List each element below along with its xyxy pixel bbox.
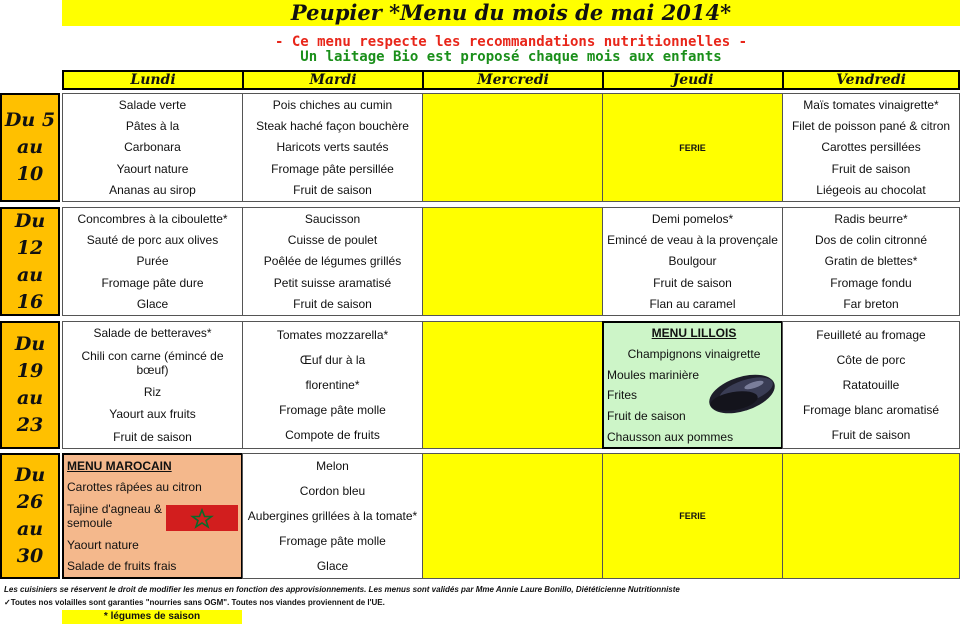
dish: Yaourt aux fruits	[109, 407, 196, 422]
day-thursday: Jeudi	[602, 70, 784, 90]
week-label	[0, 453, 60, 579]
dish: Feuilleté au fromage	[816, 327, 926, 342]
menu-cell-friday	[782, 207, 960, 316]
menu-cell-friday	[782, 321, 960, 449]
dish: Œuf dur à la	[299, 352, 366, 367]
subtitle-recommendations: - Ce menu respecte les recommandations nutritionnelles -	[274, 34, 747, 50]
dish: Gratin de blettes*	[824, 254, 918, 269]
footer-legend: * légumes de saison	[62, 610, 242, 624]
menu-cell-friday	[782, 93, 960, 202]
dish: Fruit de saison	[831, 161, 911, 176]
dish: Pois chiches au cumin	[272, 97, 393, 112]
dish: Salade de betteraves*	[93, 326, 212, 341]
week-row	[0, 453, 960, 579]
mussels-image	[704, 367, 780, 421]
week-label	[0, 93, 60, 202]
week-row	[0, 207, 960, 316]
menu-cell-wednesday	[422, 453, 603, 579]
holiday-label: FERIE	[679, 511, 706, 521]
dish: Emincé de veau à la provençale	[607, 233, 778, 248]
dish: Champignons vinaigrette	[627, 346, 761, 361]
dish: Tomates mozzarella*	[276, 327, 389, 342]
menu-cell-tuesday	[242, 93, 423, 202]
week-row	[0, 321, 960, 449]
dish: Fruit de saison	[831, 428, 911, 443]
day-monday: Lundi	[62, 70, 244, 90]
week-label-end: au 30	[16, 518, 44, 567]
special-menu-title: MENU LILLOIS	[651, 326, 737, 341]
dish: Filet de poisson pané & citron	[791, 119, 951, 134]
menu-cell-wednesday	[422, 321, 603, 449]
dish: Dos de colin citronné	[814, 233, 928, 248]
dish: Sauté de porc aux olives	[86, 233, 219, 248]
day-friday: Vendredi	[782, 70, 960, 90]
subtitle-bio: Un laitage Bio est proposé chaque mois aux enfants	[300, 49, 722, 65]
dish: Fromage blanc aromatisé	[802, 403, 940, 418]
day-wednesday: Mercredi	[422, 70, 604, 90]
menu-cell-tuesday	[242, 453, 423, 579]
dish: Fromage fondu	[830, 275, 912, 290]
dish: Ananas au sirop	[109, 183, 196, 198]
dish: Cordon bleu	[299, 484, 366, 499]
dish: Cuisse de poulet	[287, 233, 378, 248]
holiday-label: FERIE	[679, 142, 706, 153]
page-title: Peupier *Menu du mois de mai 2014*	[62, 0, 960, 26]
dish: Boulgour	[668, 254, 717, 269]
dish: Aubergines grillées à la tomate*	[247, 508, 418, 523]
menu-cell-monday-marocain	[62, 453, 243, 579]
menu-cell-thursday	[602, 453, 783, 579]
dish: Côte de porc	[836, 352, 906, 367]
week-label	[0, 321, 60, 449]
dish: Carottes râpées au citron	[67, 480, 202, 495]
dish: Purée	[136, 254, 169, 269]
dish: Salade de fruits frais	[67, 559, 177, 574]
dish: Salade verte	[118, 97, 187, 112]
week-label-start: Du 19	[14, 333, 46, 382]
week-label-start: Du 12	[14, 209, 46, 259]
dish: Carottes persillées	[821, 140, 921, 155]
dish: Yaourt nature	[116, 161, 189, 176]
dish: Carbonara	[124, 140, 181, 155]
menu-cell-friday	[782, 453, 960, 579]
dish: Steak haché façon bouchère	[256, 119, 409, 134]
dish: Fruit de saison	[293, 183, 372, 198]
dish: Demi pomelos*	[651, 211, 734, 226]
menu-cell-monday	[62, 93, 243, 202]
dish: Fromage pâte molle	[279, 533, 386, 548]
special-menu-title: MENU MAROCAIN	[67, 458, 172, 473]
footer-guarantee: ✓Toutes nos volailles sont garanties "nourries sans OGM". Toutes nos viandes proviennent de l'UE.	[4, 598, 385, 607]
menu-cell-tuesday	[242, 321, 423, 449]
week-label-end: au 23	[16, 387, 44, 436]
dish: Glace	[136, 297, 169, 312]
dish: Fromage pâte persillée	[271, 161, 394, 176]
week-label-end: au 16	[16, 263, 44, 313]
dish: Compote de fruits	[285, 428, 380, 443]
dish: Liégeois au chocolat	[816, 183, 926, 198]
dish: Ratatouille	[842, 377, 900, 392]
dish: Flan au caramel	[649, 297, 736, 312]
dish: Yaourt nature	[67, 537, 139, 552]
dish: Pâtes à la	[125, 119, 180, 134]
menu-cell-wednesday	[422, 207, 603, 316]
menu-cell-thursday	[602, 93, 783, 202]
menu-cell-wednesday	[422, 93, 603, 202]
dish: Glace	[316, 558, 349, 573]
dish: Saucisson	[304, 211, 361, 226]
dish: Fromage pâte dure	[101, 275, 204, 290]
menu-cell-monday	[62, 207, 243, 316]
dish: Riz	[143, 384, 162, 399]
dish: Tajine d'agneau & semoule	[67, 501, 163, 530]
footer-disclaimer: Les cuisiniers se réservent le droit de modifier les menus en fonction des approvisionnements. Les menus sont validés par Mme Annie Laure Bonillo, Diététicienne Nutritionniste	[4, 585, 680, 594]
menu-cell-thursday-lillois	[602, 321, 783, 449]
dish: Moules marinière	[607, 367, 700, 382]
week-row	[0, 93, 960, 202]
dish: Fromage pâte molle	[279, 403, 386, 418]
week-label-start: Du 5	[4, 109, 56, 131]
dish: Frites	[607, 388, 637, 403]
dish: Poêlée de légumes grillés	[263, 254, 402, 269]
dish: Melon	[316, 459, 349, 474]
dish: Fruit de saison	[293, 297, 372, 312]
dish: Fruit de saison	[113, 429, 192, 444]
dish: Chili con carne (émincé de bœuf)	[81, 348, 224, 377]
dish: Fruit de saison	[653, 275, 732, 290]
day-tuesday: Mardi	[242, 70, 424, 90]
menu-cell-thursday	[602, 207, 783, 316]
menu-cell-tuesday	[242, 207, 423, 316]
week-label-start: Du 26	[14, 464, 46, 513]
dish: Maïs tomates vinaigrette*	[803, 97, 939, 112]
dish: Radis beurre*	[834, 211, 908, 226]
dish: Petit suisse aramatisé	[273, 275, 392, 290]
dish: Far breton	[843, 297, 899, 312]
dish: Concombres à la ciboulette*	[77, 211, 228, 226]
day-header-row	[62, 70, 960, 90]
dish: Fruit de saison	[607, 408, 686, 423]
week-label	[0, 207, 60, 316]
menu-cell-monday	[62, 321, 243, 449]
week-label-end: au 10	[16, 136, 44, 185]
dish: florentine*	[305, 377, 360, 392]
dish: Chausson aux pommes	[607, 429, 734, 444]
dish: Haricots verts sautés	[276, 140, 389, 155]
morocco-flag-icon	[166, 505, 238, 531]
